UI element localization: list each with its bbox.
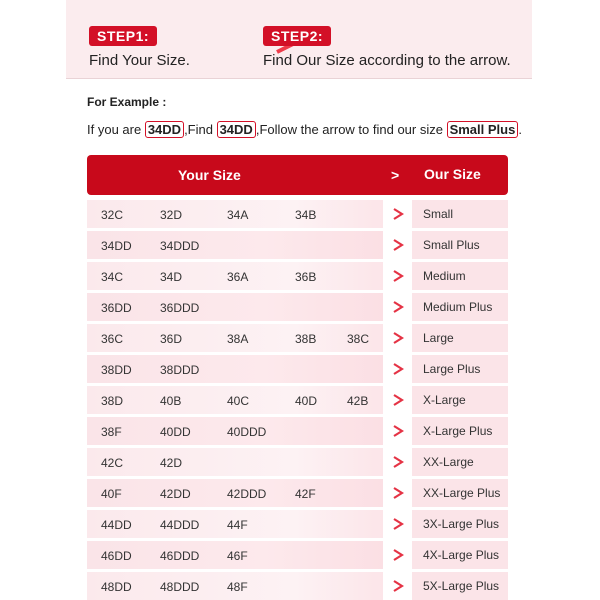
your-size-cell: 38DD <box>101 363 132 377</box>
chevron-right-icon <box>392 487 404 499</box>
our-size-cell <box>412 510 508 538</box>
column-your-size: Your Size <box>178 167 241 183</box>
our-size-label: Large <box>423 331 454 345</box>
your-size-cell: 36C <box>101 332 124 346</box>
example-part3: ,Follow the arrow to find our size <box>255 122 447 137</box>
step1-badge: STEP1: <box>89 26 157 46</box>
our-size-cell <box>412 324 508 352</box>
chevron-right-icon <box>392 270 404 282</box>
your-size-cell: 48F <box>227 580 248 594</box>
our-size-cell <box>412 262 508 290</box>
chevron-right-icon <box>392 208 404 220</box>
our-size-cell <box>412 200 508 228</box>
our-size-label: X-Large <box>423 393 466 407</box>
your-size-cell: 42B <box>347 394 369 408</box>
your-size-cell: 42DD <box>160 487 191 501</box>
your-size-cell: 36D <box>160 332 183 346</box>
chevron-right-icon <box>392 394 404 406</box>
your-size-cell: 48DDD <box>160 580 200 594</box>
your-size-cell: 36B <box>295 270 317 284</box>
our-size-label: Large Plus <box>423 362 481 376</box>
your-size-cell: 38B <box>295 332 317 346</box>
chevron-right-icon <box>392 332 404 344</box>
your-size-cell: 46DD <box>101 549 132 563</box>
table-row <box>87 572 383 600</box>
chevron-right-icon <box>392 363 404 375</box>
step2-badge: STEP2: <box>263 26 331 46</box>
our-size-label: X-Large Plus <box>423 424 493 438</box>
your-size-cell: 34D <box>160 270 183 284</box>
your-size-cell: 40C <box>227 394 250 408</box>
table-row <box>87 510 383 538</box>
our-size-label: 5X-Large Plus <box>423 579 500 593</box>
our-size-label: 3X-Large Plus <box>423 517 500 531</box>
our-size-cell <box>412 355 508 383</box>
highlight-size2: 34DD <box>217 121 256 138</box>
your-size-cell: 36A <box>227 270 249 284</box>
column-our-size: Our Size <box>424 166 481 182</box>
example-part2: ,Find <box>184 122 217 137</box>
your-size-cell: 42C <box>101 456 124 470</box>
example-part1: If you are <box>87 122 145 137</box>
chevron-right-icon <box>392 549 404 561</box>
table-row <box>87 448 383 476</box>
step1-text: Find Your Size. <box>89 52 190 69</box>
table-row <box>87 293 383 321</box>
our-size-cell <box>412 293 508 321</box>
table-row <box>87 200 383 228</box>
table-row <box>87 479 383 507</box>
our-size-label: XX-Large Plus <box>423 486 501 500</box>
chevron-right-icon <box>392 301 404 313</box>
your-size-cell: 46DDD <box>160 549 200 563</box>
our-size-cell <box>412 541 508 569</box>
our-size-cell <box>412 448 508 476</box>
table-row <box>87 324 383 352</box>
our-size-cell <box>412 572 508 600</box>
table-row <box>87 541 383 569</box>
your-size-cell: 44F <box>227 518 248 532</box>
your-size-cell: 34C <box>101 270 124 284</box>
your-size-cell: 38D <box>101 394 124 408</box>
example-part4: . <box>518 122 522 137</box>
table-row <box>87 386 383 414</box>
our-size-label: Small Plus <box>423 238 480 252</box>
our-size-cell <box>412 386 508 414</box>
our-size-cell <box>412 479 508 507</box>
our-size-cell <box>412 231 508 259</box>
our-size-label: Medium Plus <box>423 300 493 314</box>
example-text <box>87 121 522 139</box>
your-size-cell: 42F <box>295 487 316 501</box>
your-size-cell: 40DD <box>160 425 191 439</box>
your-size-cell: 40B <box>160 394 182 408</box>
your-size-cell: 44DD <box>101 518 132 532</box>
your-size-cell: 38A <box>227 332 249 346</box>
your-size-cell: 34DDD <box>160 239 200 253</box>
table-row <box>87 355 383 383</box>
example-title: For Example : <box>87 95 167 109</box>
your-size-cell: 34DD <box>101 239 132 253</box>
our-size-label: XX-Large <box>423 455 474 469</box>
chevron-right-icon <box>392 425 404 437</box>
your-size-cell: 44DDD <box>160 518 200 532</box>
your-size-cell: 42D <box>160 456 183 470</box>
your-size-cell: 40F <box>101 487 122 501</box>
your-size-cell: 42DDD <box>227 487 267 501</box>
table-row <box>87 231 383 259</box>
chevron-right-icon <box>392 239 404 251</box>
your-size-cell: 38C <box>347 332 370 346</box>
chevron-right-icon <box>392 456 404 468</box>
highlight-size1: 34DD <box>145 121 184 138</box>
chevron-right-icon <box>392 580 404 592</box>
table-row <box>87 417 383 445</box>
chevron-right-icon <box>392 518 404 530</box>
your-size-cell: 36DD <box>101 301 132 315</box>
header-arrow: > <box>391 167 400 183</box>
size-table-header <box>87 155 508 195</box>
your-size-cell: 46F <box>227 549 248 563</box>
your-size-cell: 38DDD <box>160 363 200 377</box>
your-size-cell: 34A <box>227 208 249 222</box>
your-size-cell: 40D <box>295 394 318 408</box>
our-size-label: 4X-Large Plus <box>423 548 500 562</box>
highlight-size3: Small Plus <box>447 121 519 138</box>
your-size-cell: 32C <box>101 208 124 222</box>
your-size-cell: 40DDD <box>227 425 267 439</box>
step2-text: Find Our Size according to the arrow. <box>263 52 511 69</box>
our-size-cell <box>412 417 508 445</box>
our-size-label: Medium <box>423 269 466 283</box>
your-size-cell: 34B <box>295 208 317 222</box>
steps-header <box>66 0 532 79</box>
your-size-cell: 38F <box>101 425 122 439</box>
our-size-label: Small <box>423 207 454 221</box>
table-row <box>87 262 383 290</box>
your-size-cell: 48DD <box>101 580 132 594</box>
your-size-cell: 36DDD <box>160 301 200 315</box>
your-size-cell: 32D <box>160 208 183 222</box>
